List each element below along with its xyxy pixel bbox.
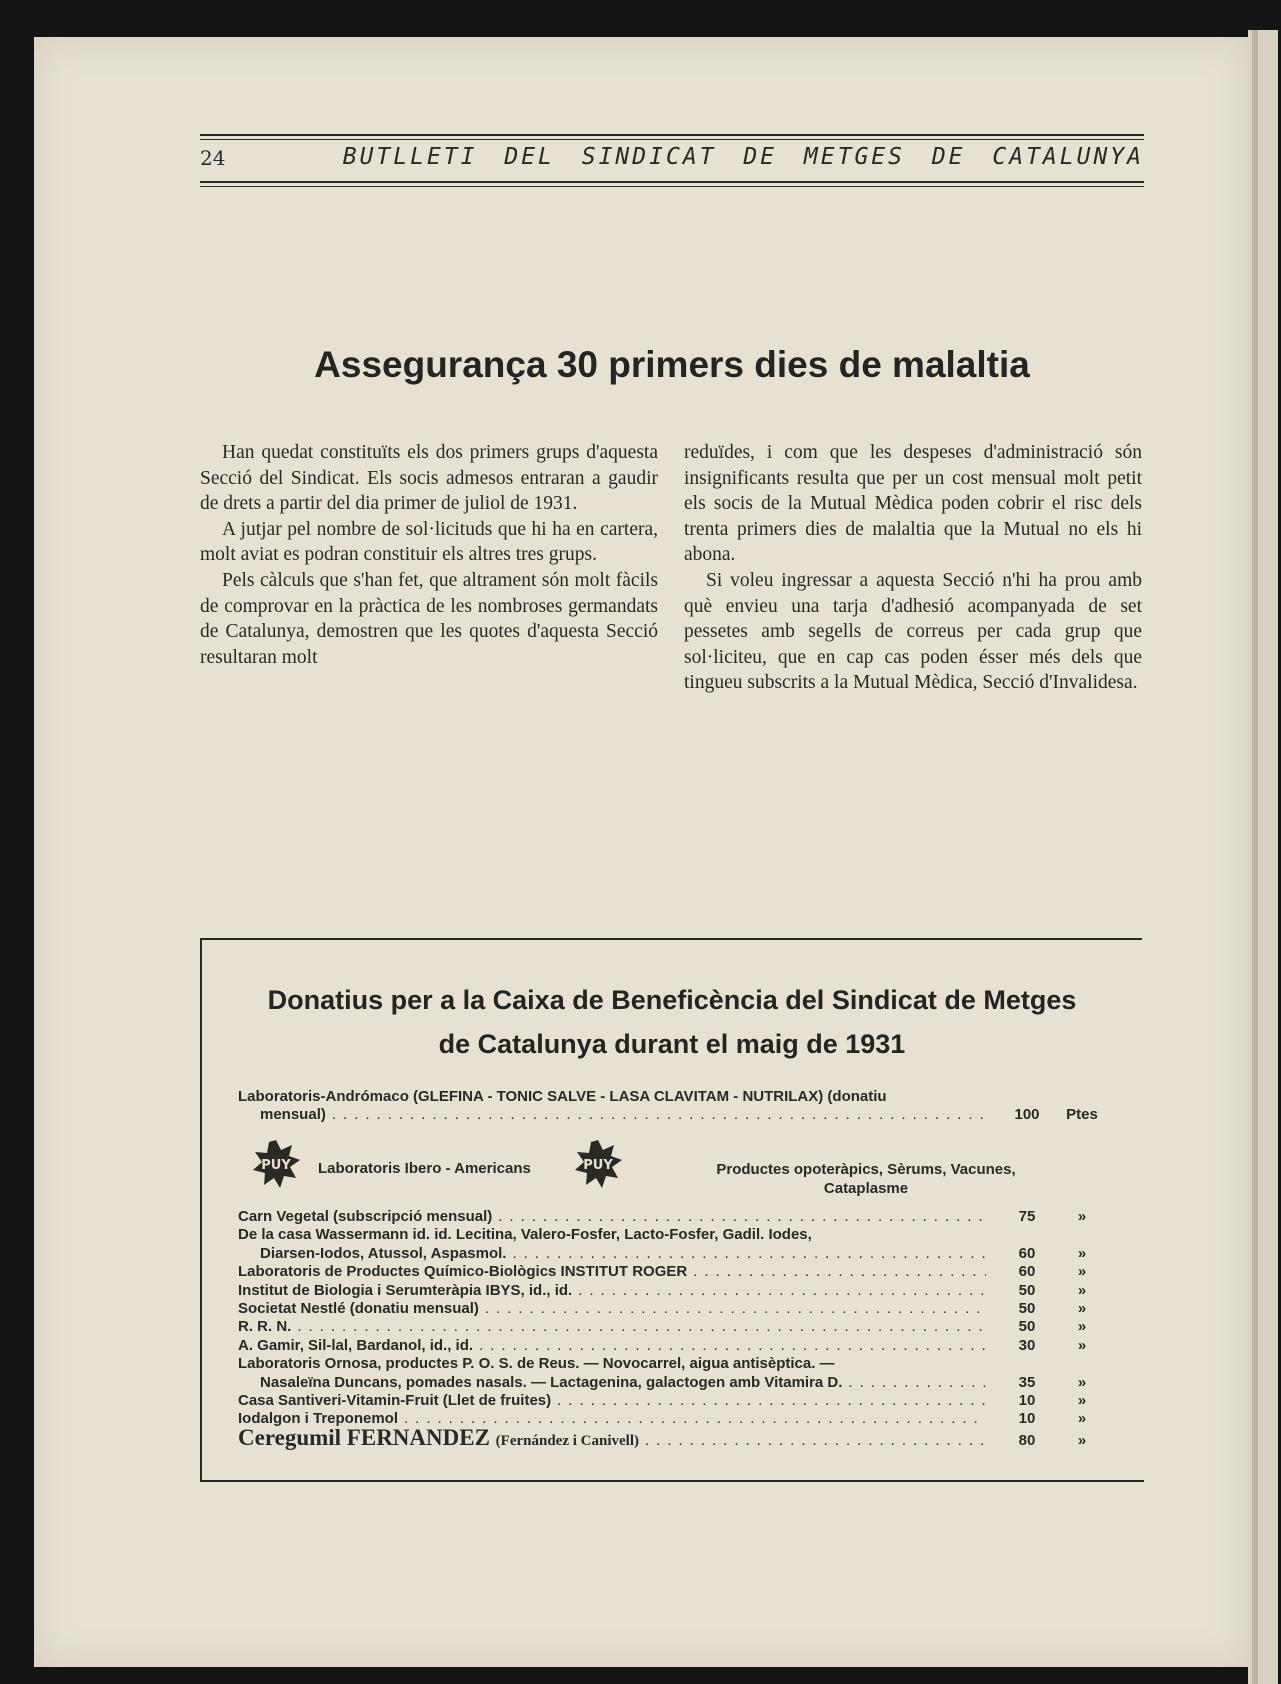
running-header — [200, 144, 1144, 174]
leader-dots — [485, 1300, 986, 1318]
donation-unit: » — [1077, 1431, 1087, 1449]
page-number: 24 — [200, 146, 226, 170]
page-edge-shadow — [1252, 30, 1258, 1684]
donation-label: Diarsen-Iodos, Atussol, Aspasmol. — [260, 1244, 507, 1262]
donation-row — [238, 1282, 1102, 1300]
leader-dots — [848, 1374, 986, 1392]
donation-unit: » — [1077, 1300, 1087, 1318]
journal-title: BUTLLETI DEL SINDICAT DE METGES DE CATALUNYA — [342, 144, 1144, 170]
donation-row — [238, 1337, 1102, 1355]
leader-dots — [557, 1392, 986, 1410]
donation-row — [238, 1300, 1102, 1318]
donation-row — [238, 1245, 1102, 1263]
donation-row — [238, 1392, 1102, 1410]
donation-row — [238, 1088, 1102, 1106]
donation-amount: 50 — [1018, 1318, 1036, 1336]
leader-dots — [645, 1432, 986, 1450]
donation-label: Institut de Biologia i Serumteràpia IBYS, id., id. — [238, 1281, 573, 1299]
donation-unit: » — [1077, 1263, 1087, 1281]
donation-row — [238, 1318, 1102, 1336]
first-donation — [238, 1088, 1102, 1125]
donation-unit: » — [1077, 1336, 1087, 1354]
donation-amount: 100 — [1014, 1106, 1040, 1124]
puy-left-text: Laboratoris Ibero - Americans — [318, 1160, 531, 1177]
donation-list — [238, 1208, 1102, 1450]
donations-title-line2: de Catalunya durant el maig de 1931 — [438, 1029, 906, 1059]
donation-label: Laboratoris Ornosa, productes P. O. S. de Reus. — Novocarrel, aigua antisèptica. — — [238, 1355, 835, 1373]
donation-row — [238, 1355, 1102, 1373]
puy-logo-icon — [252, 1140, 300, 1188]
leader-dots — [578, 1282, 986, 1300]
paragraph: Han quedat constituïts els dos primers grups d'aquesta Secció del Sindicat. Els socis admesos entraran a gaudir de drets a partir del dia primer de juliol de 1931. — [200, 442, 658, 515]
puy-logo-icon — [574, 1140, 622, 1188]
donor-name: Ceregumil FERNANDEZ — [238, 1424, 490, 1450]
donations-box-bottom-rule — [200, 1480, 1144, 1482]
donation-amount: 60 — [1018, 1244, 1036, 1262]
leader-dots — [479, 1337, 986, 1355]
paragraph: reduïdes, i com que les despeses d'administració són insignificants resulta que per un cost mensual molt petit els socis de la Mutual Mèdica poden cobrir el risc dels trenta primers dies de malaltia que la Mutual no els hi abona. — [684, 442, 1142, 566]
donation-unit: » — [1077, 1208, 1087, 1225]
donation-amount: 10 — [1018, 1392, 1036, 1410]
donation-row — [238, 1106, 1102, 1124]
donation-amount: 50 — [1018, 1281, 1036, 1299]
donation-unit: » — [1077, 1410, 1087, 1428]
article-title: Assegurança 30 primers dies de malaltia — [314, 344, 1030, 385]
paragraph: Si voleu ingressar a aquesta Secció n'hi ha prou amb què envieu una tarja d'adhesió acompanyada de set pessetes amb segells de correus per cada grup que sol·liciteu, que en cap cas poden ésser més dels que tingueu subscrits a la Mutual Mèdica, Secció d'Invalidesa. — [684, 569, 1142, 694]
puy-advert — [252, 1140, 1112, 1200]
article-left-column — [200, 440, 658, 670]
donation-label: A. Gamir, Sil-lal, Bardanol, id., id. — [238, 1336, 474, 1354]
donation-row — [238, 1263, 1102, 1281]
donation-amount: 10 — [1018, 1410, 1036, 1428]
donation-label: Nasaleïna Duncans, pomades nasals. — Lactagenina, galactogen amb Vitamira D. — [260, 1373, 843, 1391]
header-rule-bottom2 — [200, 186, 1144, 187]
donation-amount: 35 — [1018, 1373, 1036, 1391]
donation-label: Laboratoris-Andrómaco (GLEFINA - TONIC SALVE - LASA CLAVITAM - NUTRILAX) (donatiu — [238, 1088, 887, 1105]
leader-dots — [297, 1318, 986, 1336]
donation-label: Laboratoris de Productes Químico-Biològics INSTITUT ROGER — [238, 1263, 688, 1281]
donation-label: R. R. N. — [238, 1318, 292, 1336]
donations-title-line1: Donatius per a la Caixa de Beneficència del Sindicat de Metges — [267, 985, 1077, 1015]
donation-amount: 60 — [1018, 1263, 1036, 1281]
paragraph: A jutjar pel nombre de sol·licituds que hi ha en cartera, molt aviat es podran constituir els altres tres grups. — [200, 518, 658, 566]
leader-dots — [332, 1106, 986, 1124]
leader-dots — [512, 1245, 986, 1263]
svg-text:PUY: PUY — [583, 1158, 613, 1173]
donation-unit: » — [1077, 1392, 1087, 1410]
header-rule-bottom — [200, 181, 1144, 183]
puy-right-text: Productes opoteràpics, Sèrums, Vacunes, Cataplasme — [716, 1161, 1016, 1197]
leader-dots — [498, 1208, 986, 1226]
donation-row — [238, 1374, 1102, 1392]
donation-amount: 80 — [1018, 1431, 1036, 1449]
donation-label: mensual) — [260, 1106, 326, 1124]
donation-amount: 50 — [1018, 1300, 1036, 1318]
donation-unit: » — [1077, 1373, 1087, 1391]
donation-row — [238, 1208, 1102, 1226]
donation-unit: » — [1077, 1281, 1087, 1299]
leader-dots — [693, 1263, 986, 1281]
donation-label: Iodalgon i Treponemol — [238, 1410, 399, 1428]
donation-label: De la casa Wassermann id. id. Lecitina, Valero-Fosfer, Lacto-Fosfer, Gadil. Iodes, — [238, 1226, 812, 1244]
donation-label — [238, 1424, 639, 1450]
article-right-column — [684, 440, 1142, 696]
donation-amount: 75 — [1018, 1208, 1036, 1225]
header-rule-top2 — [200, 139, 1144, 140]
donation-label: Casa Santiveri-Vitamin-Fruit (Llet de fruites) — [238, 1392, 552, 1410]
donation-unit: Ptes — [1066, 1106, 1098, 1124]
donations-box — [200, 938, 1142, 1482]
header-rule-top — [200, 134, 1144, 136]
donation-amount: 30 — [1018, 1336, 1036, 1354]
donor-subtitle: (Fernández i Canivell) — [495, 1432, 639, 1449]
paragraph: Pels càlculs que s'han fet, que altrament són molt fàcils de comprovar en la pràctica de les nombroses germandats de Catalunya, demostren que les quotes d'aquesta Secció resultaran molt — [200, 569, 658, 668]
donation-row — [238, 1226, 1102, 1244]
donation-row — [238, 1424, 1102, 1450]
donation-unit: » — [1077, 1244, 1087, 1262]
donations-title — [202, 978, 1142, 1066]
donation-unit: » — [1077, 1318, 1087, 1336]
donation-label: Societat Nestlé (donatiu mensual) — [238, 1300, 479, 1318]
donation-label: Carn Vegetal (subscripció mensual) — [238, 1208, 493, 1225]
svg-text:PUY: PUY — [261, 1158, 291, 1173]
